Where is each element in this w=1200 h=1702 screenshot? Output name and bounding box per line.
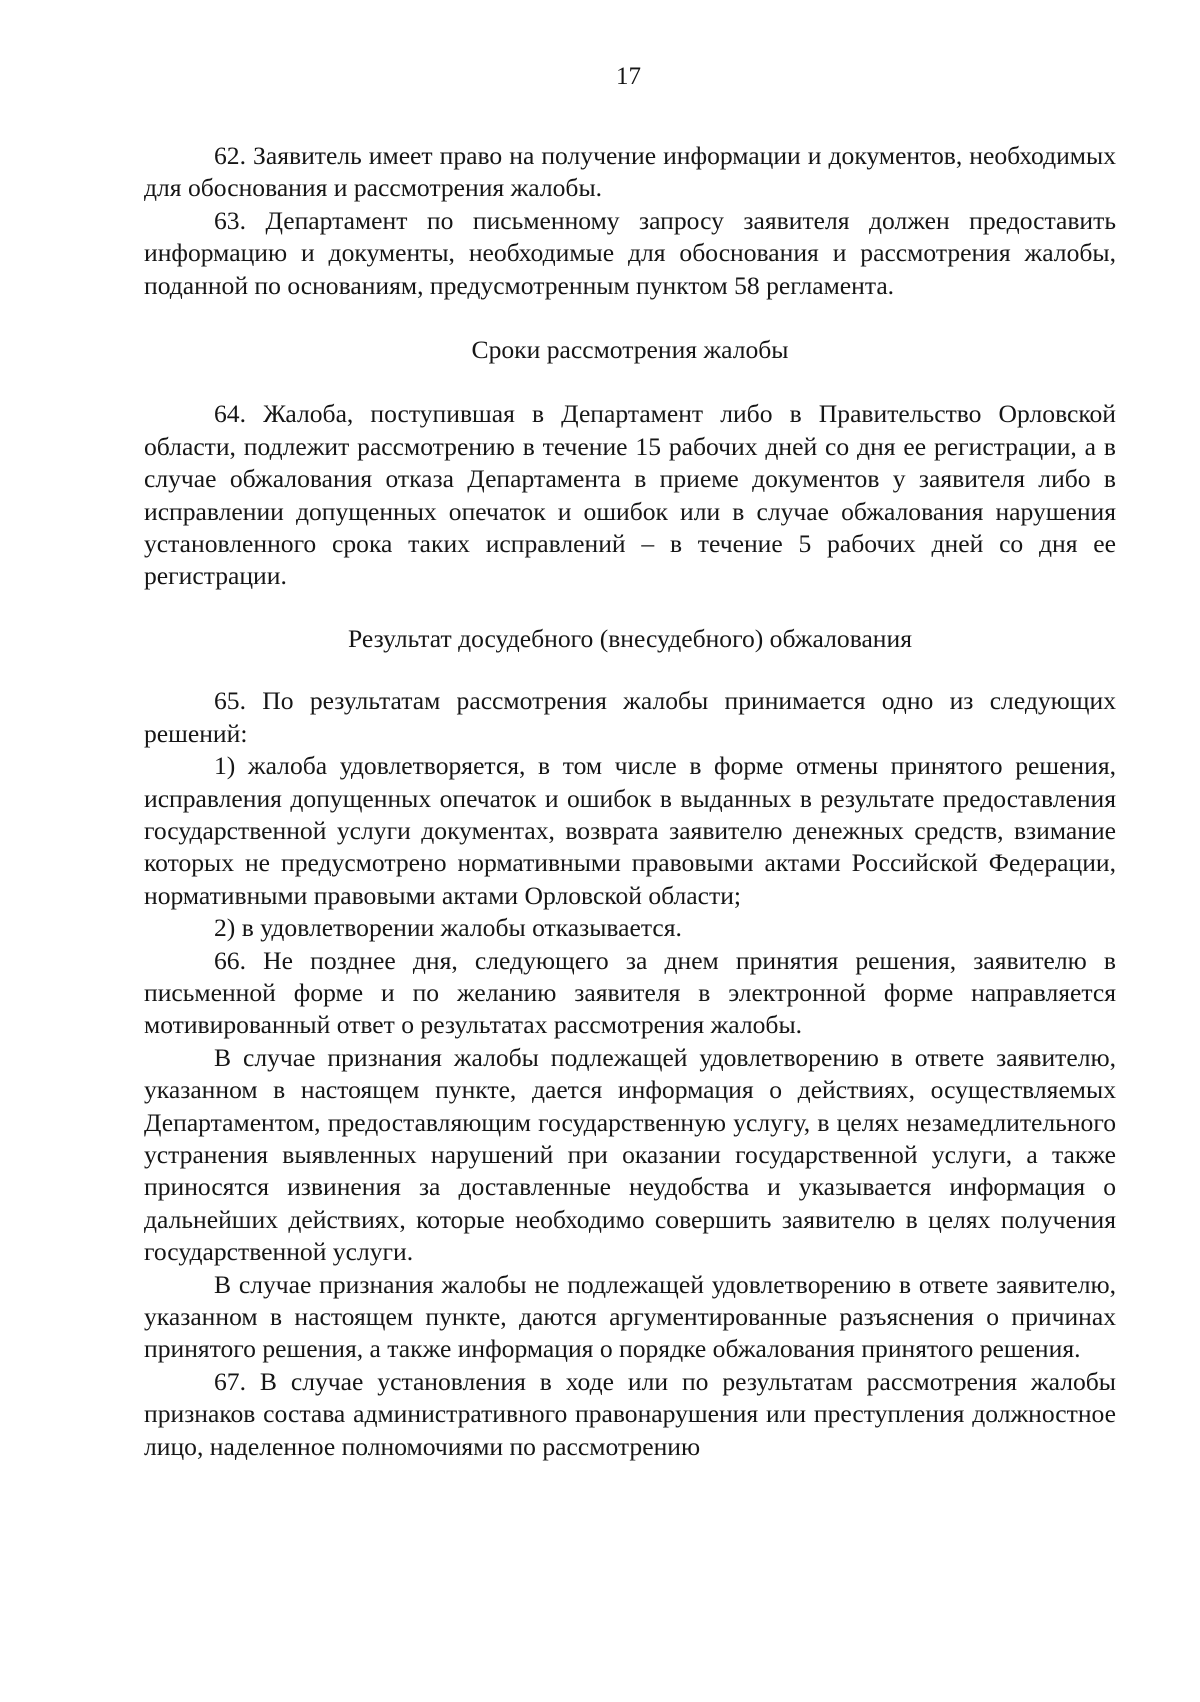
document-body	[144, 140, 1116, 1463]
paragraph-62: 62. Заявитель имеет право на получение информации и документов, необходимых для обоснования и рассмотрения жалобы.	[144, 141, 1116, 203]
section-heading-appeal-result: Результат досудебного (внесудебного) обжалования	[348, 623, 912, 653]
paragraph-63: 63. Департамент по письменному запросу заявителя должен предоставить информацию и документы, необходимые для обоснования и рассмотрения жалобы, поданной по основаниям, предусмотренным пунктом 58 регламента.	[144, 205, 1116, 300]
paragraph-64: 64. Жалоба, поступившая в Департамент либо в Правительство Орловской области, подлежит рассмотрению в течение 15 рабочих дней со дня ее регистрации, а в случае обжалования отказа Департамента в приеме документов у заявителя либо в исправлении допущенных опечаток и ошибок или в случае обжалования нарушения установленного срока таких исправлений – в течение 5 рабочих дней со дня ее регистрации.	[144, 399, 1116, 591]
list-item-1: 1) жалоба удовлетворяется, в том числе в форме отмены принятого решения, исправления допущенных опечаток и ошибок в выданных в результате предоставления государственной услуги документах, возврата заявителю денежных средств, взимание которых не предусмотрено нормативными правовыми актами Российской Федерации, нормативными правовыми актами Орловской области;	[144, 751, 1116, 910]
paragraph-66-satisfied-case: В случае признания жалобы подлежащей удовлетворению в ответе заявителю, указанном в настоящем пункте, дается информация о действиях, осуществляемых Департаментом, предоставляющим государственную услугу, в целях незамедлительного устранения выявленных нарушений при оказании государственной услуги, а также приносятся извинения за доставленные неудобства и указывается информация о дальнейших действиях, которые необходимо совершить заявителю в целях получения государственной услуги.	[144, 1042, 1116, 1267]
paragraph-66: 66. Не позднее дня, следующего за днем принятия решения, заявителю в письменной форме и по желанию заявителя в электронной форме направляется мотивированный ответ о результатах рассмотрения жалобы.	[144, 945, 1116, 1040]
list-item-2: 2) в удовлетворении жалобы отказывается.	[214, 913, 682, 943]
paragraph-67: 67. В случае установления в ходе или по результатам рассмотрения жалобы признаков состава административного правонарушения или преступления должностное лицо, наделенное полномочиями по рассмотрению	[144, 1366, 1116, 1461]
paragraph-65: 65. По результатам рассмотрения жалобы принимается одно из следующих решений:	[144, 686, 1116, 748]
page-number: 17	[616, 63, 641, 90]
section-heading-review-terms: Сроки рассмотрения жалобы	[471, 335, 789, 365]
paragraph-66-rejected-case: В случае признания жалобы не подлежащей удовлетворению в ответе заявителю, указанном в настоящем пункте, даются аргументированные разъяснения о причинах принятого решения, а также информация о порядке обжалования принятого решения.	[144, 1269, 1116, 1364]
